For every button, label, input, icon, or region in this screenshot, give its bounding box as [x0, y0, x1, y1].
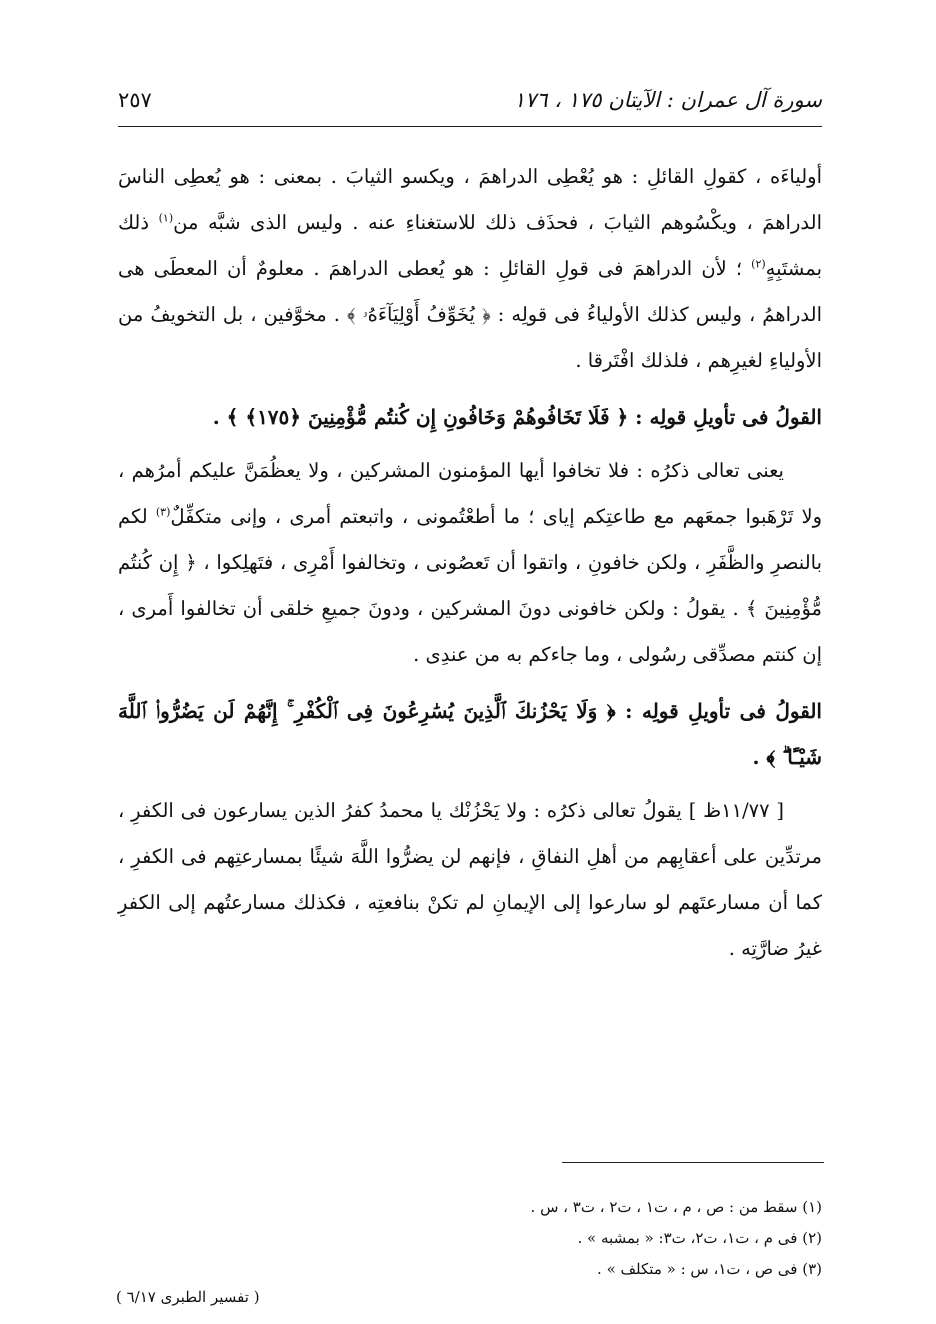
paragraph-1-text-b: ذلك بمشتَبِهٍ: [118, 211, 822, 280]
quran-verse: ﴿ فَلَا تَخَافُوهُمْ وَخَافُونِ إِن كُنتُم مُّؤْمِنِينَ ﴿١٧٥﴾ ﴾ .: [212, 405, 629, 429]
paragraph-2: [118, 448, 822, 678]
heading-verse-176: [118, 688, 822, 780]
paragraph-2-text: يعنى تعالى ذكرُه : فلا تخافوا أيها المؤمنون المشركين ، ولا يعظُمَنَّ عليكم أمرُهم ، ولا تَرْهَبوا جمعَهم مع طاعتِكم إياى ؛ ما أطعْتُمونى ، واتبعتم أمرى ، وإنى متكفِّلٌ: [118, 459, 822, 528]
footnote-2: (٢) فى م ، ت١، ت٢، ت٣: « بمشبه » .: [577, 1229, 822, 1247]
footnote-rule: [562, 1162, 824, 1163]
page-header: [118, 84, 822, 124]
heading-verse-175: [118, 394, 822, 440]
paragraph-2-text-b: لكم بالنصرِ والظَّفَرِ ، ولكن خافونِ ، واتقوا أن تَعصُونى ، وتخالفوا أَمْرِى ، فتَهلِكوا ، ﴿ إِن كُنتُم مُّؤْمِنِينَ ﴾ . يقولُ : ولكن خافونى دونَ المشركين ، ودونَ جميعِ خلقى أن تخالفوا أَمرى ، إن كنتم مصدِّقى رسُولى ، وما جاءكم به من عندِى .: [118, 505, 823, 666]
footnotes: [262, 1192, 822, 1285]
paragraph-1-text: أولياءَه ، كقولِ القائلِ : هو يُعْطِى الدراهمَ ، ويكسو الثيابَ . بمعنى : هو يُعطِى الناسَ الدراهمَ ، ويكْسُوهم الثيابَ ، فحذَف ذلك للاستغناءِ عنه . وليس الذى شبَّه من: [118, 165, 822, 234]
running-title: سورة آل عمران : الآيتان ١٧٥ ، ١٧٦: [513, 88, 822, 112]
footnote-1: (١) سقط من : ص ، م ، ت١ ، ت٢ ، ت٣ ، س .: [530, 1198, 822, 1216]
heading-label: القولُ فى تأويلِ قولِه :: [625, 699, 822, 723]
paragraph-1-text-c: ؛ لأن الدراهمَ فى قولِ القائلِ : هو يُعطى الدراهمَ . معلومٌ أن المعطَى هى الدراهمُ ، وليس كذلك الأولياءُ فى قولِه : ﴿ يُخَوِّفُ أَوْلِيَآءَهُۥ ﴾ . مخوَّفين ، بل التخويفُ من الأولياءِ لغيرِهم ، فلذلك افْتَرقا .: [118, 257, 822, 372]
paragraph-3: [118, 788, 822, 972]
footnote-ref-3: (٣): [155, 505, 171, 519]
footnote-3: (٣) فى ص ، ت١، س : « متكلف » .: [597, 1260, 822, 1278]
heading-label: القولُ فى تأويلِ قولِه :: [635, 405, 822, 429]
paragraph-3-text: يقولُ تعالى ذكرُه : ولا يَحْزُنْك يا محمدُ كفرُ الذين يسارعون فى الكفرِ ، مرتدِّين على أعقابِهم من أهلِ النفاقِ ، فإنهم لن يضرُّوا اللَّهَ شيئًا بمسارعتِهم فى الكفرِ ، كما أن مسارعتَهم لو سارعوا إلى الإيمانِ لم تكنْ بنافعتِه ، فكذلك مسارعتُهم إلى الكفرِ غيرُ ضارَّتِه .: [118, 799, 822, 960]
paragraph-1: [118, 154, 822, 384]
footnote-ref-2: (٢): [751, 257, 766, 271]
volume-footer: ( تفسير الطبرى ٦/١٧ ): [116, 1288, 260, 1306]
header-rule: [118, 126, 822, 127]
quran-verse: ﴿ وَلَا يَحْزُنكَ ٱلَّذِينَ يُسَٰرِعُونَ فِى ٱلْكُفْرِ ۚ إِنَّهُمْ لَن يَضُرُّوا۟ ٱللَّهَ شَيْـًٔا ۗ ﴾ .: [118, 699, 822, 769]
page-number: ٢٥٧: [118, 88, 152, 112]
footnote-ref-1: (١): [158, 211, 174, 225]
manuscript-ref: [ ١١/٧٧ظ ]: [688, 799, 785, 822]
main-text: [118, 154, 822, 972]
